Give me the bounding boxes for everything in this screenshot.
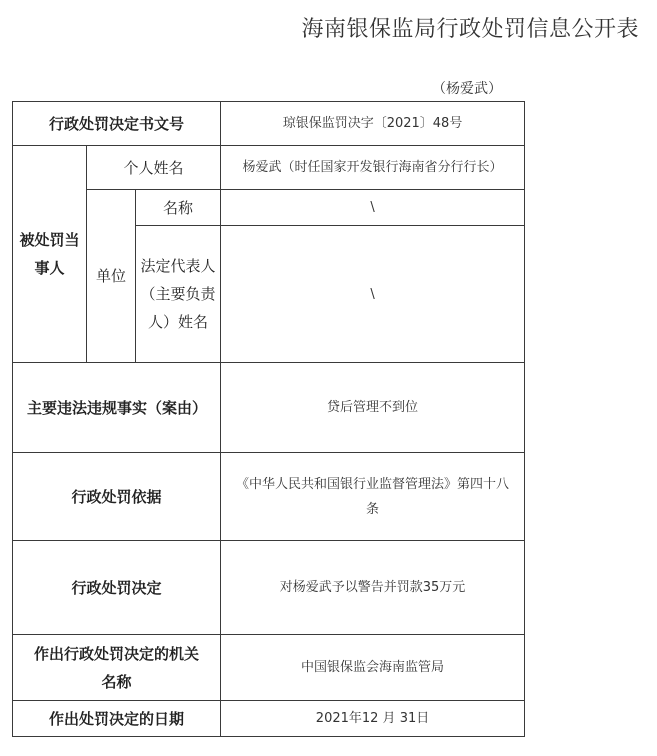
- unit-label: 单位: [87, 190, 136, 363]
- facts-label: 主要违法违规事实（案由）: [13, 363, 221, 453]
- table-row: [13, 541, 525, 635]
- table-row: [13, 146, 525, 190]
- penalty-info-table: [12, 101, 525, 737]
- page-title: 海南银保监局行政处罚信息公开表: [301, 17, 639, 42]
- doc-no-label: 行政处罚决定书文号: [13, 102, 221, 146]
- person-subtitle: （杨爱武）: [432, 81, 502, 97]
- decision-value: 对杨爱武予以警告并罚款35万元: [221, 541, 525, 635]
- date-value: 2021年12 月 31日: [221, 701, 525, 737]
- legal-rep-value: \: [221, 226, 525, 363]
- party-label: 被处罚当事人: [13, 146, 87, 363]
- person-name-value: 杨爱武（时任国家开发银行海南省分行行长）: [221, 146, 525, 190]
- basis-value: 《中华人民共和国银行业监督管理法》第四十八条: [221, 453, 525, 541]
- table-row: [13, 363, 525, 453]
- unit-name-value: \: [221, 190, 525, 226]
- table-row: [13, 102, 525, 146]
- table-row: [13, 453, 525, 541]
- table-row: [13, 190, 525, 226]
- decision-label: 行政处罚决定: [13, 541, 221, 635]
- table-row: [13, 635, 525, 701]
- date-label: 作出处罚决定的日期: [13, 701, 221, 737]
- authority-value: 中国银保监会海南监管局: [221, 635, 525, 701]
- doc-no-value: 琼银保监罚决字〔2021〕48号: [221, 102, 525, 146]
- table-row: [13, 701, 525, 737]
- person-name-label: 个人姓名: [87, 146, 221, 190]
- legal-rep-label: 法定代表人（主要负责人）姓名: [136, 226, 221, 363]
- unit-name-label: 名称: [136, 190, 221, 226]
- basis-label: 行政处罚依据: [13, 453, 221, 541]
- authority-label: 作出行政处罚决定的机关名称: [13, 635, 221, 701]
- facts-value: 贷后管理不到位: [221, 363, 525, 453]
